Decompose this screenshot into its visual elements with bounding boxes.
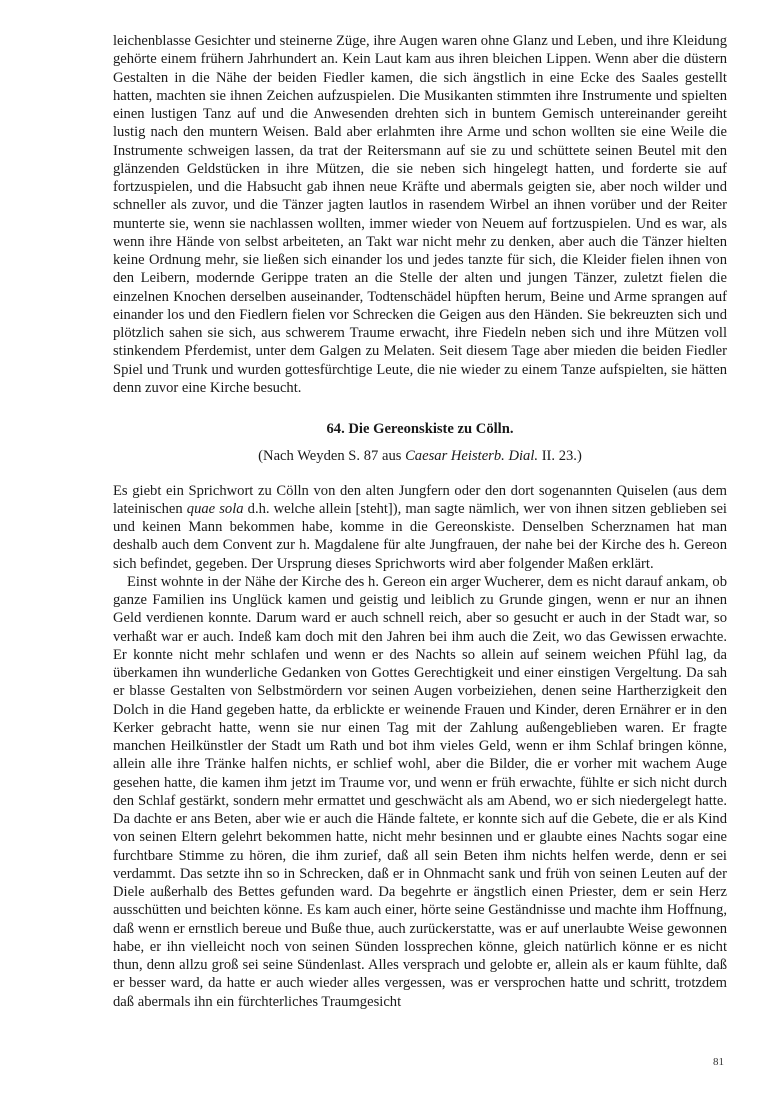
continuation-paragraph: leichenblasse Gesichter und steinerne Züge, ihre Augen waren ohne Glanz und Leben, und ihre Kleidung gehörte einem frühern Jahrhundert an. Kein Laut kam aus ihren bleichen Lippen. Wenn aber die düstern Gestalten in die Nähe der beiden Fiedler kamen, die sich ängstlich in eine Ecke des Saales gestellt hatten, machten sie ihnen Zeichen aufzuspielen. Die Musikanten stimmten ihre Instrumente und spielten einen lustigen Tanz auf und die Anwesenden drehten sich in buntem Gemisch untereinander gereiht lustig nach den muntern Weisen. Bald aber erlahmten ihre Arme und schon wollten sie eine Weile die Instrumente schweigen lassen, da trat der Reitersmann auf sie zu und schüttete seinen Beutel mit den glänzenden Geldstücken in ihre Mützen, die sie neben sich hingelegt hatten, und forderte sie auf fortzuspielen, und die Habsucht gab ihnen neue Kräfte und abermals geigten sie, aber noch wilder und schneller als zuvor, und die Tänzer jagten lautlos in rasendem Wirbel an ihnen vorüber und der Reiter munterte sie, wenn sie nachlassen wollten, immer wieder von Neuem auf fortzuspielen. Und es war, als wenn ihre Hände von selbst arbeiteten, an Takt war nicht mehr zu denken, aber auch die Tänzer hielten keine Ordnung mehr, sie ließen sich einander los und jedes tanzte für sich, die Kleider fielen ihnen von den Leibern, modernde Gerippe traten an die Stelle der alten und jungen Tänzer, zuletzt fielen die einzelnen Knochen derselben auseinander, Todtenschädel hüpften herum, Beine und Arme sprangen auf einander los und den Fiedlern fielen vor Schrecken die Geigen aus den Händen. Sie bekreuzten sich und plötzlich sahen sie sich, aus schwerem Traume erwacht, ihre Fiedeln neben sich und ihre Mützen voll stinkendem Pferdemist, unter dem Galgen zu Melaten. Seit diesem Tage aber mieden die beiden Fiedler Spiel und Trunk und wurden gottesfürchtige Leute, die nie wieder zu einem Tanze aufspielten, sie hätten denn zuvor eine Kirche besucht.: [113, 33, 727, 396]
source-work: Caesar Heisterb. Dial.: [405, 448, 539, 465]
source-citation: [113, 447, 727, 465]
paragraph-1: [113, 482, 727, 573]
paragraph-2: Einst wohnte in der Nähe der Kirche des h. Gereon ein arger Wucherer, dem es nicht darauf ankam, ob ganze Familien ins Unglück kamen und geistig und leiblich zu Grunde gingen, wenn er nur an ihnen Geld verdienen konnte. Darum ward er auch schnell reich, aber so gesucht er auch in der Stadt war, so verhaßt war er auch. Indeß kam doch mit den Jahren bei ihm auch die Zeit, wo das Gewissen erwachte. Er konnte nicht mehr schlafen und wenn er des Nachts so allein auf seinem weichen Pfühl lag, da überkamen ihn wunderliche Gedanken von Gottes Gerechtigkeit und einer einstigen Vergeltung. Da sah er blasse Gestalten von Selbstmördern vor seinen Augen vorbeiziehen, denen seine Hartherzigkeit den Dolch in die Hand gegeben hatte, da erblickte er weinende Frauen und Kinder, deren Ernährer er in den Kerker gebracht hatte, wenn sie nur einen Tag mit der Zahlung außengeblieben waren. Er fragte manchen Heilkünstler der Stadt um Rath und bot ihm vieles Geld, wenn er ihm Schlaf bringen könne, allein alle ihre Tränke halfen nichts, er schlief wohl, aber die Bilder, die er vorher mit wachem Auge gesehen hatte, die kamen ihm jetzt im Traume vor, und wenn er früh erwachte, fühlte er sich nicht durch den Schlaf gestärkt, sondern mehr ermattet und geschwächt als am Abend, wo er sich niedergelegt hatte. Da dachte er ans Beten, aber wie er auch die Hände faltete, er konnte sich auf die Gebete, die er als Kind von seinen Eltern gelehrt bekommen hatte, nicht mehr besinnen und er glaubte eines Nachts sogar eine furchtbare Stimme zu hören, die ihm zurief, daß all sein Beten ihm nichts helfen werde, denn er sei verdammt. Das setzte ihn so in Schrecken, daß er in Ohnmacht sank und früh von seinen Leuten auf der Diele außerhalb des Bettes gefunden ward. Da begehrte er ängstlich einen Priester, dem er sein Herz ausschütten und beichten könne. Es kam auch einer, hörte seine Geständnisse und machte ihm Hoffnung, daß wenn er ernstlich bereue und Buße thue, auch zurückerstatte, was er auf unerlaubte Weise gewonnen habe, er ihn vielleicht noch von seinen Sünden lossprechen könne, gleich natürlich könne er es nicht thun, denn allzu groß sei seine Sündenlast. Alles versprach und gelobte er, allein als er kaum fühlte, daß er besser ward, da hatte er auch wieder alles vergessen, was er versprochen hatte und schritt, trotzdem daß abermals ihn ein fürchterliches Traumgesicht: [113, 573, 727, 1010]
source-suffix: II. 23.): [538, 448, 582, 465]
paragraph-1-part-a: Es giebt ein Sprichwort zu Cölln von den alten Jungfern oder den dort sogenannten Quiselen (aus dem lateinischen: [113, 482, 727, 517]
paragraph-1-italic: quae sola: [186, 500, 244, 517]
source-prefix: (Nach Weyden S. 87 aus: [258, 448, 406, 465]
paragraph-1-part-b: d.h. welche allein [steht]), man sagte nämlich, wer von ihnen sitzen geblieben sei und keinen Mann bekommen habe, komme in die Gereonskiste. Denselben Scherznamen hat man deshalb auch dem Convent zur h. Magdalene für alte Jungfrauen, der nahe bei der Kirche des h. Gereon sich befindet, gegeben. Der Ursprung dieses Sprichworts wird aber folgender Maßen erklärt.: [113, 500, 727, 572]
page-number: 81: [713, 1056, 724, 1068]
section-heading: 64. Die Gereonskiste zu Cölln.: [326, 421, 514, 437]
body-text: [113, 32, 727, 1011]
